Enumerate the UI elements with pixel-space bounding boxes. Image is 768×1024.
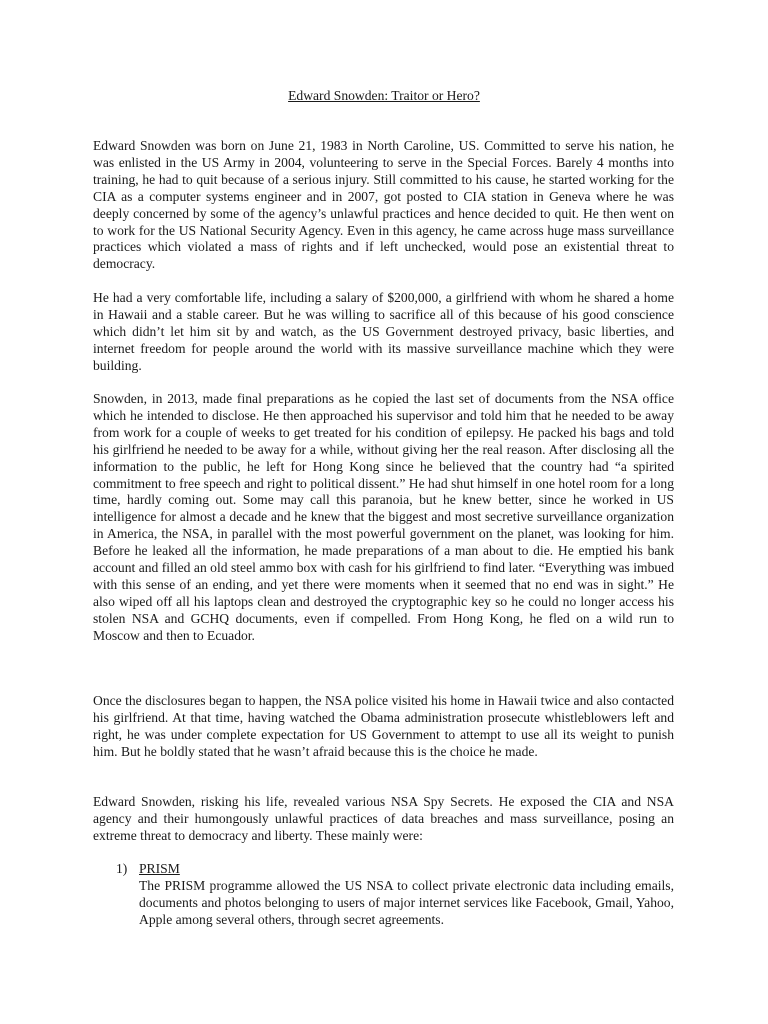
list-item-heading: PRISM (139, 861, 180, 876)
paragraph-2013-escape: Snowden, in 2013, made final preparations as he copied the last set of documents from the NSA office which he intended to disclose. He then approached his supervisor and told him that he needed to be away from work for a couple of weeks to get treated for his condition of epilepsy. He packed his bags and told his girlfriend he needed to be away for a while, without giving her the real reason. After disclosing all the information to the public, he left for Hong Kong since he believed that the country had “a spirited commitment to free speech and right to political dissent.” He had shut himself in one hotel room for a long time, hardly coming out. Some may call this paranoia, but he knew better, since he worked in US intelligence for almost a decade and he knew that the biggest and most secretive surveillance organization in America, the NSA, in parallel with the most powerful government on the planet, was looking for him. Before he leaked all the information, he made preparations of a man about to die. He emptied his bank account and filled an old steel ammo box with cash for his girlfriend to find later. “Everything was imbued with this sense of an ending, and yet there were moments when it seemed that no end was in sight.” He also wiped off all his laptops clean and destroyed the cryptographic key so he could no longer access his stolen NSA and GCHQ documents, even if compelled. From Hong Kong, he fled on a wild run to Moscow and then to Ecuador. (93, 391, 674, 643)
paragraph-early-life: Edward Snowden was born on June 21, 1983 in North Caroline, US. Committed to serve his nation, he was enlisted in the US Army in 2004, volunteering to serve in the Special Forces. Barely 4 months into training, he had to quit because of a serious injury. Still committed to his cause, he started working for the CIA as a computer systems engineer and in 2007, got posted to CIA station in Geneva where he was deeply concerned by some of the agency’s unlawful practices and hence decided to quit. He then went on to work for the US National Security Agency. Even in this agency, he came across huge mass surveillance practices which violated a mass of rights and if left unchecked, would pose an existential threat to democracy. (93, 138, 674, 272)
document-title: Edward Snowden: Traitor or Hero? (288, 88, 480, 103)
paragraph-disclosures: Once the disclosures began to happen, the NSA police visited his home in Hawaii twice and also contacted his girlfriend. At that time, having watched the Obama administration prosecute whistleblowers left and right, he was under complete expectation for US Government to attempt to use all its weight to punish him. But he boldly stated that he wasn’t afraid because this is the choice he made. (93, 693, 674, 759)
list-item-number: 1) (116, 861, 128, 876)
paragraph-spy-secrets: Edward Snowden, risking his life, revealed various NSA Spy Secrets. He exposed the CIA and NSA agency and their humongously unlawful practices of data breaches and mass surveillance, posing an extreme threat to democracy and liberty. These mainly were: (93, 794, 674, 843)
paragraph-comfortable-life: He had a very comfortable life, including a salary of $200,000, a girlfriend with whom he shared a home in Hawaii and a stable career. But he was willing to sacrifice all of this because of his good conscience which didn’t let him sit by and watch, as the US Government destroyed privacy, basic liberties, and internet freedom for people around the world with its massive surveillance machine which they were building. (93, 290, 674, 373)
list-item-body: The PRISM programme allowed the US NSA to collect private electronic data including emails, documents and photos belonging to users of major internet services like Facebook, Gmail, Yahoo, Apple among several others, through secret agreements. (139, 878, 674, 927)
